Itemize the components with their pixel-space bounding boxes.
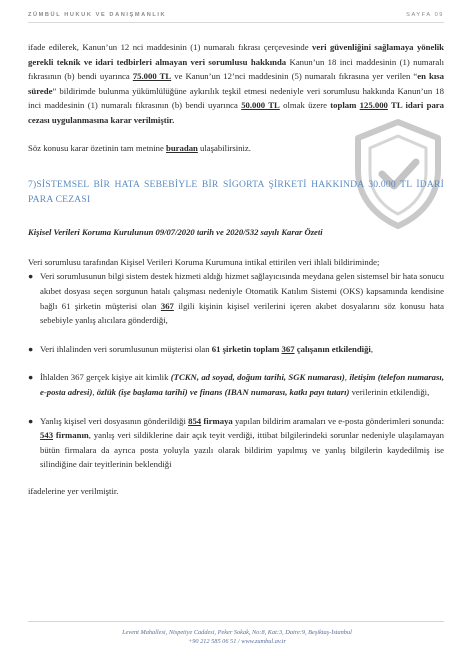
decision-subtitle: Kişisel Verileri Koruma Kurulunun 09/07/2020 tarih ve 2020/532 sayılı Karar Özeti <box>28 227 323 238</box>
intro-text-3: ve Kanun’un 12’nci maddesinin (5) numaralı fıkrasına yer verilen “ <box>171 71 418 82</box>
findings-list <box>28 269 444 472</box>
page-footer <box>0 628 474 646</box>
fine-amount-1: 75.000 TL <box>132 71 172 82</box>
page-header <box>28 8 444 22</box>
bullet-icon: ● <box>28 372 34 383</box>
item-bold: çalışanın etkilendiği <box>294 343 371 354</box>
item-text: İhlalden 367 gerçek kişiye ait kimlik <box>40 372 171 383</box>
list-item <box>28 370 444 399</box>
item-text: , yanlış veri sildiklerine dair açık teyit verdiği, ittibat bilgilerindeki sorunlar nedeniyle ulaşılamayan bütün firmalara da ayrıca posta yoluyla yazılı olarak bildirim yapılmış ve yanlış bilgilerin kaydedilmiş ise silindiğine dair teyitlerinin beklendiği <box>40 430 445 470</box>
section-title: 7)SİSTEMSEL BİR HATA SEBEBİYLE BİR SİGORTA ŞİRKETİ HAKKINDA 30.000 TL İDARİ PARA CEZASI <box>28 179 444 206</box>
intro-paragraph <box>28 40 444 128</box>
item-number: 854 <box>188 415 202 426</box>
item-text: verilerinin etkilendiği, <box>349 386 430 397</box>
item-number: 367 <box>281 343 295 354</box>
item-text: Yanlış kişisel veri dosyasının gönderildiği <box>40 415 189 426</box>
closing-paragraph: ifadelerine yer verilmiştir. <box>28 485 119 496</box>
item-text: ilgili kişinin kişisel verilerini içeren akıbet dosyalarını söz konusu hata sebebiyle yanlış alıcılara gönderdiği, <box>40 300 444 326</box>
bullet-icon: ● <box>28 343 34 354</box>
source-link[interactable]: buradan <box>166 142 198 153</box>
page-number: SAYFA 09 <box>406 12 444 18</box>
list-item <box>28 342 444 357</box>
list-item <box>28 269 444 327</box>
item-bold-italic: özlük (işe başlama tarihi) ve finans (IBAN numarası, katkı payı tutarı) <box>96 386 350 397</box>
note-tail: ulaşabilirsiniz. <box>197 142 251 153</box>
item-text: Veri sorumlusunun bilgi sistem destek hizmeti aldığı hizmet sağlayıcısında meydana gelen sistemsel bir hata sonucu akıbet dosyası seçen sorgunun hatalı çalışması nedeniyle Otomatik Katılım Sistemi (OKS) kapsamında kendisine bağlı 61 şirketin müşterisi olan <box>40 271 444 311</box>
fine-amount-2: 50.000 TL <box>241 100 280 111</box>
intro-bold-2: en kısa sürede <box>28 71 444 96</box>
fine-amount-total: 125.000 <box>359 100 388 111</box>
item-text: , <box>92 386 97 397</box>
page-content <box>28 40 444 498</box>
item-text: , <box>370 343 374 354</box>
item-text: , <box>344 372 350 383</box>
header-divider <box>28 22 444 23</box>
footer-contact: +90 212 585 06 51 / www.zumbul.av.tr <box>188 638 286 645</box>
item-bold: firmaya <box>201 415 233 426</box>
lead-paragraph: Veri sorumlusu tarafından Kişisel Verileri Koruma Kurumuna intikal ettirilen veri ihlali bildiriminde; <box>28 256 380 267</box>
source-note <box>28 141 444 156</box>
item-number: 367 <box>160 300 174 311</box>
list-item <box>28 414 444 472</box>
note-text: Söz konusu karar özetinin tam metnine <box>28 142 166 153</box>
item-number: 543 <box>40 430 54 441</box>
bullet-icon: ● <box>28 415 34 426</box>
intro-text-2: Kanun’un 18 inci maddesinin (1) numaralı fıkrasının (b) bendi uyarınca <box>28 56 445 82</box>
intro-bold-1: veri güvenliğini sağlamaya yönelik gerekli teknik ve idari tedbirleri almayan veri sorumlusu hakkında <box>28 42 444 67</box>
intro-text-5: olmak üzere <box>279 100 331 111</box>
item-bold: 61 şirketin toplam <box>211 343 282 354</box>
item-text: yapılan bildirim aramaları ve e-posta gönderimleri sonunda: <box>232 415 444 426</box>
item-bold: firmanın <box>53 430 89 441</box>
item-bold-italic: iletişim (telefon numarası, e-posta adresi) <box>40 372 444 397</box>
footer-divider <box>28 621 444 622</box>
item-bold-italic: (TCKN, ad soyad, doğum tarihi, SGK numarası) <box>170 372 345 383</box>
firm-name: ZÜMBÜL HUKUK VE DANIŞMANLIK <box>28 12 167 18</box>
intro-bold-3: toplam <box>330 100 360 111</box>
intro-text-1: ifade edilerek, Kanun’un 12 nci maddesinin (1) numaralı fıkrası çerçevesinde <box>28 42 313 52</box>
intro-bold-4: TL idari para cezası uygulanmasına karar verilmiştir. <box>28 100 445 125</box>
item-text: Veri ihlalinden veri sorumlusunun müşterisi olan <box>40 343 212 354</box>
bullet-icon: ● <box>28 271 34 282</box>
intro-text-4: ” bildirimde bulunma yükümlülüğüne aykırılık teşkil etmesi nedeniyle veri sorumlusu hakkında Kanun’un 18 inci maddesinin (1) numaralı fıkrasının (b) bendi uyarınca <box>28 85 444 111</box>
footer-address: Levent Mahallesi, Nispetiye Caddesi, Peker Sokak, No:8, Kat:3, Daire:9, Beşiktaş-İstanbul <box>122 629 352 636</box>
